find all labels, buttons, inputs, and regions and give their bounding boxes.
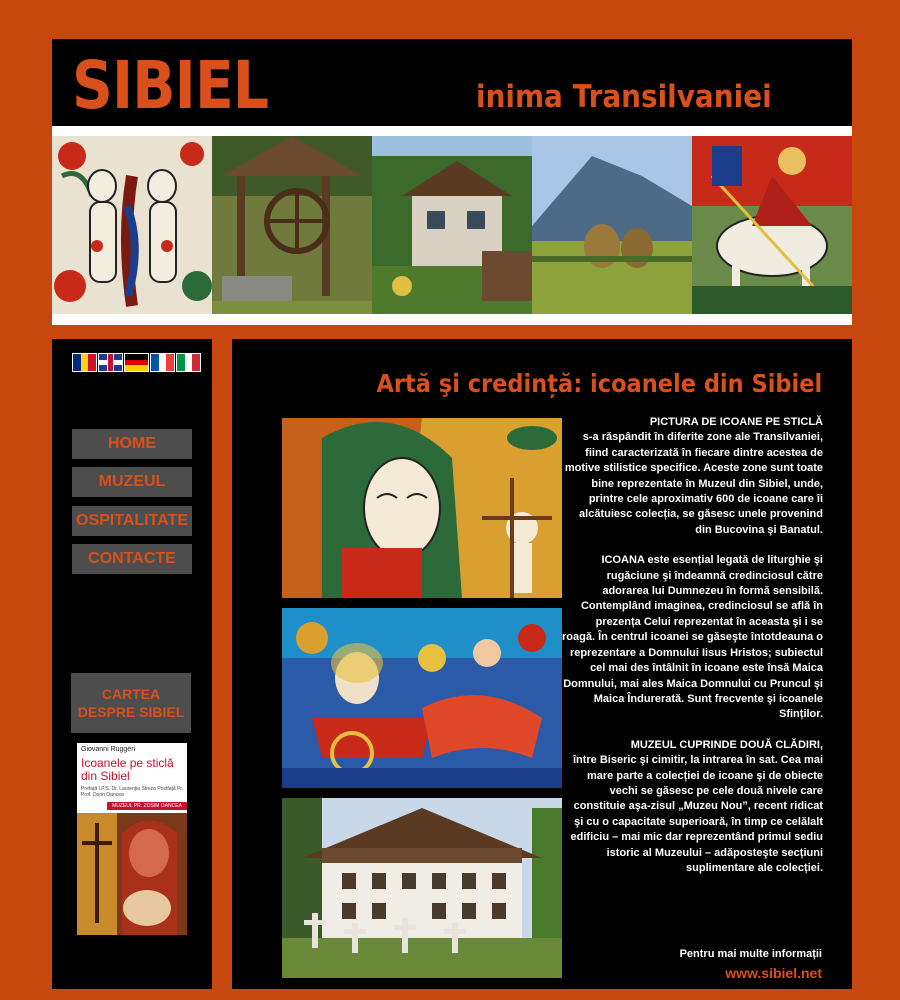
header-photo-adam-eve — [52, 136, 212, 314]
more-info-label: Pentru mai multe informații — [679, 948, 822, 960]
nav-home-button[interactable]: HOME — [72, 429, 192, 459]
header-photo-saint-george — [692, 136, 852, 314]
nav-contacte-button[interactable]: CONTACTE — [72, 544, 192, 574]
header-photo-house — [372, 136, 532, 314]
website-link[interactable]: www.sibiel.net — [725, 965, 822, 981]
icon-photo-elijah-chariot — [282, 608, 562, 788]
book-cover-icon-painting — [77, 813, 187, 935]
header-photo-mountain — [532, 136, 692, 314]
book-author: Giovanni Ruggeri — [81, 746, 136, 753]
paragraph-1-lead: PICTURA DE ICOANE PE STICLĂ — [649, 416, 823, 428]
icon-photo-virgin-child — [282, 418, 562, 598]
main-content — [232, 339, 852, 989]
book-banner: MUZEUL PR. ZOSIM OANCEA — [107, 802, 187, 810]
article-paragraph-2: ICOANA este esențial legată de liturghie şi rugăciune şi îndeamnă credinciosul către adorarea lui Dumnezeu în formă sensibilă. Contemplând imaginea, credinciosul se află în prezența Celui reprezentat în aceasta şi i se roagă. În centrul icoanei se găseşte întotdeauna o reprezentare a Domnului Iisus Hristos; subiectul cel mai des întâlnit în icoane este însă Maica Domnului, mai ales Maica Domnului cu Pruncul şi Maica Îndurerată. Sunt frecvente şi icoanele Sfinților. — [562, 554, 824, 721]
book-cover[interactable] — [77, 743, 187, 935]
museum-building-photo — [282, 798, 562, 978]
site-logo[interactable]: SIBIEL — [72, 47, 269, 124]
site-header — [52, 39, 852, 325]
header-photo-strip — [52, 126, 852, 325]
flag-germany-icon[interactable] — [124, 353, 149, 372]
flag-uk-icon[interactable] — [98, 353, 123, 372]
page-title: Artă şi credință: icoanele din Sibiel — [376, 369, 822, 398]
flag-italy-icon[interactable] — [176, 353, 201, 372]
nav-muzeul-button[interactable]: MUZEUL — [72, 467, 192, 497]
paragraph-3-body: între Biseric şi cimitir, la intrarea în sat. Cea mai mare parte a colecției de icoane şi de obiecte vechi se găsesc pe cele două nivele care constituie aşa-zisul „Muzeu Nou”, recent ridicat şi cu o capacitate superioară, în timp ce celălalt edificiu – mai mic dar reprezentând primul sediu istoric al Muzeului – adăposteşte secțiuni suplimentare ale colecției. — [570, 754, 823, 874]
flag-romania-icon[interactable] — [72, 353, 97, 372]
book-button[interactable] — [71, 673, 191, 733]
header-photo-well — [212, 136, 372, 314]
paragraph-1-body: s-a răspândit în diferite zone ale Transilvaniei, fiind caracterizată în fiecare dintre acestea de motive stilistice specifice. Aceste zone sunt toate bine reprezentate în Muzeul din Sibiel, unde, printre cele aproximativ 600 de icoane care îi alcătuiesc colecția, se găsesc unele provenind din Bucovina şi Banatul. — [564, 431, 823, 536]
paragraph-3-lead: MUZEUL CUPRINDE DOUĂ CLĂDIRI, — [630, 738, 823, 751]
article-text — [562, 415, 823, 891]
article-paragraph-1 — [562, 415, 823, 538]
book-subtitle: Prefață I.P.S. Dr. Laurențiu Streza Postfață Pr. Prof. Dorin Oancea — [81, 786, 184, 798]
sidebar — [52, 339, 212, 989]
book-button-line2: DESPRE SIBIEL — [77, 704, 185, 720]
flag-france-icon[interactable] — [150, 353, 175, 372]
article-paragraph-3 — [562, 738, 823, 877]
nav-ospitalitate-button[interactable]: OSPITALITATE — [72, 506, 192, 536]
language-selector — [72, 353, 201, 372]
site-tagline: inima Transilvaniei — [476, 79, 772, 115]
book-title: Icoanele pe sticlă din Sibiel — [81, 756, 174, 783]
book-button-line1: CARTEA — [101, 686, 161, 702]
